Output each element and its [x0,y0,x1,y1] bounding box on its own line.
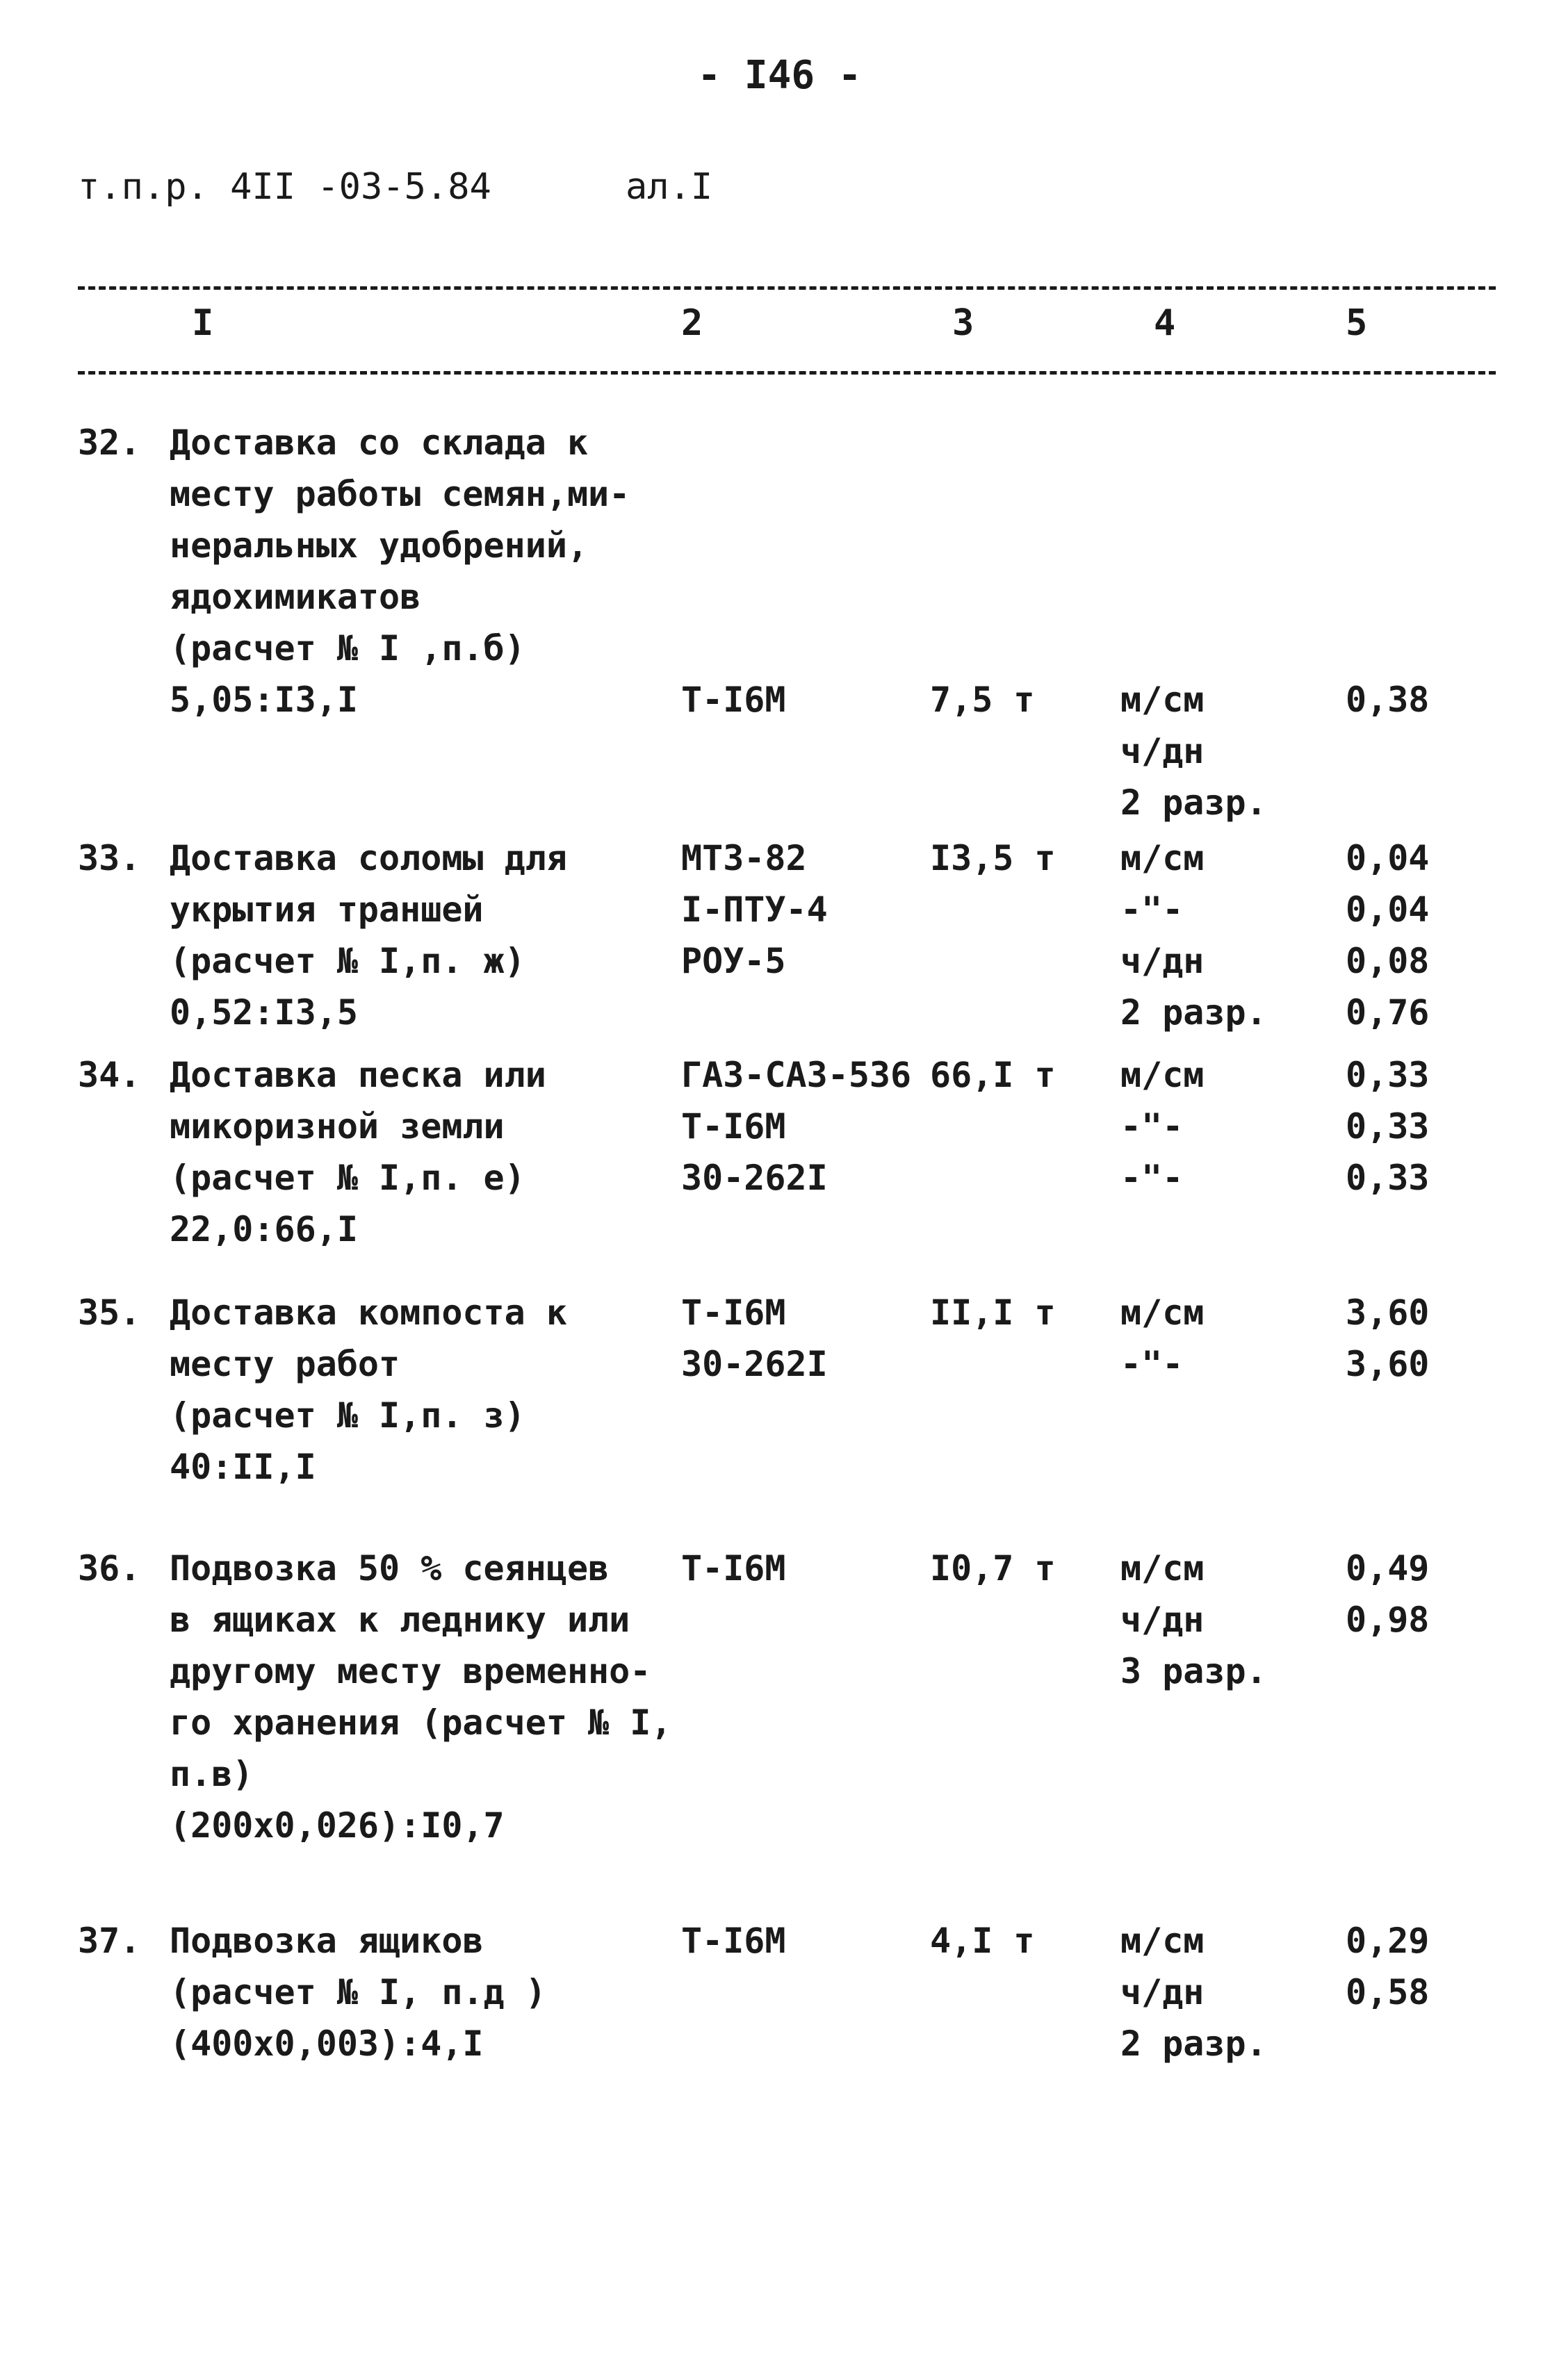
row-number: 36. [78,1548,141,1589]
row-description-line: другому месту временно- [170,1651,651,1691]
row-capacity-line [930,623,1035,674]
row-description-line: месту работ [170,1344,400,1384]
row-value-line [1346,623,1429,674]
row-description-line: Доставка соломы для [170,838,567,878]
row-unit-line: 2 разр. [1120,782,1267,823]
row-machine [681,832,828,987]
row-unit [1120,1049,1204,1204]
row-capacity [930,832,1056,884]
row-description [170,417,630,725]
row-description [170,1543,671,1851]
row-description-line: Доставка компоста к [170,1292,567,1333]
row-machine-line: 30-262I [681,1344,828,1384]
row-description-line: (расчет № I,п. ж) [170,941,525,981]
column-header-5: 5 [1346,302,1368,344]
row-value [1346,832,1429,1038]
row-machine [681,1287,828,1390]
row-machine [681,1915,786,1967]
column-header-2: 2 [681,302,703,344]
row-description-line: месту работы семян,ми- [170,474,630,514]
row-unit-line [1120,623,1267,674]
row-unit-line: -"- [1120,889,1184,930]
table-header-rule [78,371,1496,375]
column-header-3: 3 [952,302,974,344]
row-capacity-line [930,417,1035,468]
row-machine-line: 30-262I [681,1158,828,1198]
row-description-line: 5,05:I3,I [170,680,358,720]
row-value [1346,417,1429,725]
row-unit-line [1120,520,1267,571]
row-value-line: 0,98 [1346,1600,1430,1640]
row-machine-line [681,468,786,520]
row-value-line: 3,60 [1346,1344,1430,1384]
row-description-line: Подвозка 50 % сеянцев [170,1548,610,1589]
row-value [1346,1543,1429,1646]
row-capacity-line: II,I т [930,1292,1056,1333]
row-description-line: п.в) [170,1754,254,1794]
row-capacity-line [930,468,1035,520]
row-unit-line: ч/дн [1120,941,1205,981]
row-machine-line [681,571,786,623]
row-unit-line: м/см [1120,1055,1205,1095]
row-number: 34. [78,1055,141,1095]
row-description-line: Доставка со склада к [170,422,589,463]
row-capacity-line [930,571,1035,623]
row-machine-line: ГАЗ-САЗ-536 [681,1055,912,1095]
row-value-line: 3,60 [1346,1292,1430,1333]
row-description-line: (400х0,003):4,I [170,2024,484,2064]
row-capacity [930,417,1035,725]
row-capacity [930,1287,1056,1338]
row-unit-line [1120,417,1267,468]
column-header-1: I [192,302,214,344]
row-value-line: 0,04 [1346,838,1430,878]
row-machine-line: МТЗ-82 [681,838,807,878]
row-machine-line [681,623,786,674]
row-capacity-line: 66,I т [930,1055,1056,1095]
row-value-line [1346,468,1429,520]
row-machine-line: Т-I6М [681,1548,786,1589]
row-description-line: 40:II,I [170,1447,316,1487]
row-number: 35. [78,1292,141,1333]
row-value-line [1346,571,1429,623]
row-value [1346,1915,1429,2018]
row-value-line: 0,76 [1346,992,1430,1033]
row-machine [681,417,786,725]
row-unit-line: ч/дн [1120,1972,1205,2012]
row-value-line [1346,417,1429,468]
row-value-line: 0,33 [1346,1106,1430,1147]
row-unit-line: ч/дн [1120,731,1205,771]
row-unit [1120,1287,1204,1390]
row-description-line: 0,52:I3,5 [170,992,358,1033]
row-machine-line [681,520,786,571]
row-unit-line: м/см [1120,1548,1205,1589]
row-value-line: 0,49 [1346,1548,1430,1589]
row-capacity [930,1915,1035,1967]
table-top-rule [78,286,1496,290]
row-number: 32. [78,422,141,463]
row-unit-line [1120,571,1267,623]
row-machine-line: РОУ-5 [681,941,786,981]
row-capacity-line: I3,5 т [930,838,1056,878]
row-capacity [930,1543,1056,1594]
row-machine-line: Т-I6М [681,1292,786,1333]
row-value [1346,1287,1429,1390]
row-description-line: (расчет № I ,п.б) [170,628,525,668]
row-description-line: Подвозка ящиков [170,1921,484,1961]
row-unit-line: 2 разр. [1120,2024,1267,2064]
row-description [170,832,567,1038]
row-value-line: 0,29 [1346,1921,1430,1961]
row-unit [1120,1543,1267,1697]
row-description-line: укрытия траншей [170,889,484,930]
row-capacity-line: 4,I т [930,1921,1035,1961]
row-description-line: го хранения (расчет № I, [170,1702,672,1743]
row-unit-line: -"- [1120,1158,1184,1198]
row-number: 33. [78,838,141,878]
row-value-line: 0,58 [1346,1972,1430,2012]
row-description [170,1915,546,2069]
column-header-4: 4 [1154,302,1176,344]
document-code: т.п.р. 4II -03-5.84 [78,166,491,208]
row-machine-line: Т-I6М [681,680,786,720]
row-number: 37. [78,1921,141,1961]
row-description-line: микоризной земли [170,1106,505,1147]
row-description-line: в ящиках к леднику или [170,1600,630,1640]
row-capacity-line: I0,7 т [930,1548,1056,1589]
row-unit-line: 3 разр. [1120,1651,1267,1691]
row-description-line: неральных удобрений, [170,525,589,566]
row-value-line: 0,33 [1346,1158,1430,1198]
row-unit-line: м/см [1120,1921,1205,1961]
row-unit-line: 2 разр. [1120,992,1267,1033]
row-machine-line: Т-I6М [681,1921,786,1961]
row-machine-line: I-ПТУ-4 [681,889,828,930]
row-capacity-line [930,520,1035,571]
row-unit [1120,1915,1267,2069]
row-description-line: (200х0,026):I0,7 [170,1805,505,1846]
row-value [1346,1049,1429,1204]
row-description-line: 22,0:66,I [170,1209,358,1249]
row-unit [1120,417,1267,828]
row-description-line: (расчет № I,п. з) [170,1395,525,1436]
row-description-line: (расчет № I, п.д ) [170,1972,546,2012]
row-unit-line: м/см [1120,838,1205,878]
row-unit-line: -"- [1120,1106,1184,1147]
row-capacity [930,1049,1056,1101]
album-number: ал.I [626,166,713,208]
row-machine [681,1543,786,1594]
row-description-line: ядохимикатов [170,577,421,617]
row-value-line: 0,04 [1346,889,1430,930]
row-unit-line [1120,468,1267,520]
page-number: - I46 - [697,53,862,98]
row-description-line: (расчет № I,п. е) [170,1158,525,1198]
row-value-line: 0,38 [1346,680,1430,720]
row-machine [681,1049,911,1204]
row-value-line: 0,33 [1346,1055,1430,1095]
document-reference [78,161,713,213]
row-value-line [1346,520,1429,571]
row-machine-line [681,417,786,468]
row-description [170,1287,567,1493]
row-value-line: 0,08 [1346,941,1430,981]
row-description-line: Доставка песка или [170,1055,546,1095]
row-unit-line: -"- [1120,1344,1184,1384]
row-unit-line: м/см [1120,680,1205,720]
row-machine-line: Т-I6М [681,1106,786,1147]
row-description [170,1049,546,1255]
row-unit [1120,832,1267,1038]
row-unit-line: м/см [1120,1292,1205,1333]
row-unit-line: ч/дн [1120,1600,1205,1640]
row-capacity-line: 7,5 т [930,680,1035,720]
